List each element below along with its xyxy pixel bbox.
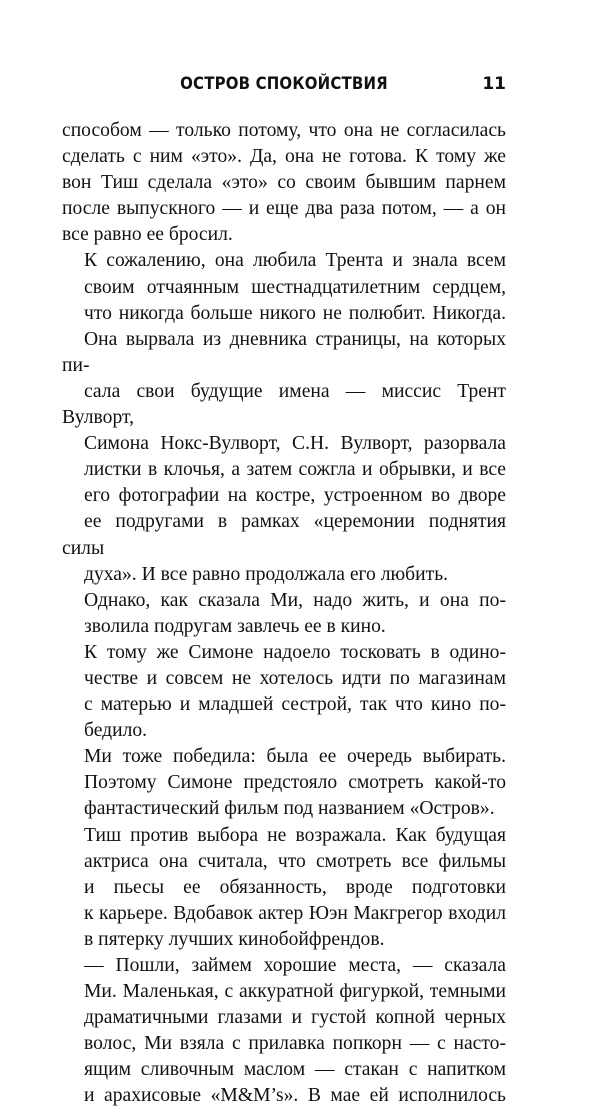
text-line: все равно ее бросил. [62, 224, 233, 246]
text-line: фантастический фильм под названием «Остров». [84, 798, 495, 820]
text-line: бедило. [84, 720, 148, 742]
text-line: Поэтому Симоне предстояло смотреть какой-то [84, 772, 506, 794]
text-line: что никогда больше никого не полюбит. Никогда. [84, 302, 506, 324]
text-line: Симона Нокс-Вулворт, С.Н. Вулворт, разорвала [84, 433, 506, 455]
text-line: Ми. Маленькая, с аккуратной фигуркой, темными [84, 981, 506, 1003]
text-line: с матерью и младшей сестрой, так что кино по- [84, 694, 506, 716]
text-line: после выпускного — и еще два раза потом, — а он [62, 198, 506, 220]
text-line: волос, Ми взяла с прилавка попкорн — с насто- [84, 1033, 506, 1055]
text-line: сделать с ним «это». Да, она не готова. К тому же [62, 146, 506, 168]
text-line: К тому же Симоне надоело тосковать в одино- [84, 641, 506, 663]
text-line: драматичными глазами и густой копной черных [84, 1007, 506, 1029]
text-line: и арахисовые «M&M’s». В мае ей исполнилось [84, 1085, 506, 1107]
paragraph [62, 118, 506, 248]
text-line: и пьесы ее обязанность, вроде подготовки [84, 876, 506, 898]
text-line: листки в клочья, а затем сожгла и обрывки, и все [84, 459, 506, 481]
text-line: к карьере. Вдобавок актер Юэн Макгрегор входил [84, 902, 506, 924]
paragraph [62, 823, 506, 953]
text-line: ящим сливочным маслом — стакан с напитком [84, 1059, 506, 1081]
text-line: честве и совсем не хотелось идти по магазинам [84, 667, 506, 689]
text-line: К сожалению, она любила Трента и знала всем [84, 250, 506, 272]
paragraph [62, 640, 506, 744]
text-line: ее подругами в рамках «церемонии поднятия силы [62, 511, 506, 559]
text-line: — Пошли, займем хорошие места, — сказала [84, 955, 506, 976]
text-line: Ми тоже победила: была ее очередь выбирать. [84, 746, 506, 768]
body-text [62, 118, 506, 1110]
page-number: 11 [482, 74, 506, 94]
text-line: его фотографии на костре, устроенном во дворе [84, 485, 506, 507]
text-line: вон Тиш сделала «это» со своим бывшим парнем [62, 172, 506, 194]
text-line: способом — только потому, что она не согласилась [62, 120, 506, 141]
running-title: ОСТРОВ СПОКОЙСТВИЯ [180, 74, 388, 94]
paragraph [62, 744, 506, 822]
text-line: Тиш против выбора не возражала. Как будущая [84, 824, 506, 846]
text-line: в пятерку лучших кинобойфрендов. [84, 928, 385, 950]
paragraph [62, 248, 506, 587]
paragraph [62, 588, 506, 640]
paragraph [62, 953, 506, 1110]
page-header [62, 74, 506, 102]
text-line: сала свои будущие имена — миссис Трент Вулворт, [62, 380, 506, 429]
text-line: зволила подругам завлечь ее в кино. [84, 615, 386, 637]
text-line: Однако, как сказала Ми, надо жить, и она по- [84, 589, 506, 611]
text-line: своим отчаянным шестнадцатилетним сердцем, [84, 276, 506, 298]
text-line: духа». И все равно продолжала его любить. [84, 563, 449, 585]
text-line: Она вырвала из дневника страницы, на которых пи- [62, 328, 506, 376]
text-line: актриса она считала, что смотреть все фильмы [84, 850, 506, 872]
